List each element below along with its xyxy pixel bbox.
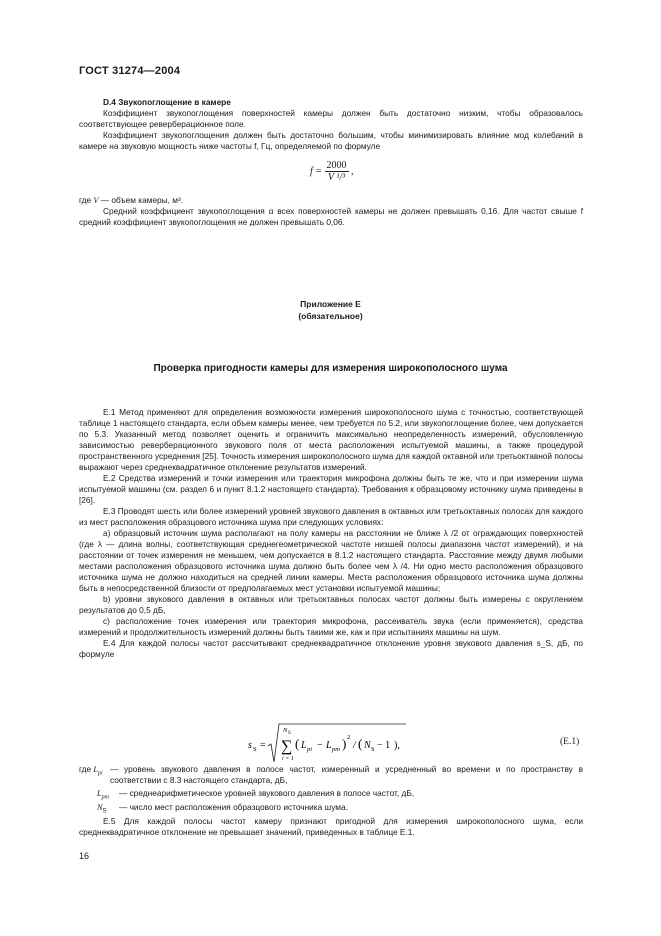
paragraph-e1: Е.1 Метод применяют для определения возможности измерения широкополосного шума с точностью, соответствующей таблице 1 настоящего стандарта, если объем камеры менее, чем требуется по 5.2, или звукопоглощение более, чем допускается по 5.3. Указанный метод позволяет оценить и ограничить максимально неопределенность измерений, обусловленную зависимостью реверберационного звукового поля от места расположения испытуемой машины, а также процедурой пространственного усреднения [25]. Точность измерения широкополосного шума для каждой октавной или третьоктавной полосы выражают через среднеквадратичное отклонение результатов измерений.	[79, 407, 583, 472]
formula-paren-open: (	[295, 736, 300, 751]
paragraph-e5-block	[79, 816, 583, 838]
formula-s: s	[248, 740, 252, 751]
def-lpm-sub: pm	[101, 794, 109, 801]
formula-numerator: 2000	[326, 160, 347, 171]
def-lpi-letter: L	[93, 765, 99, 774]
formula-tail: − 1	[377, 740, 391, 751]
heading-text: Звукопоглощение в камере	[118, 97, 231, 107]
formula-L2-sub: pm	[332, 746, 340, 753]
def-lpi-sub: pi	[98, 770, 103, 777]
formula-tail: ,	[351, 165, 354, 177]
where-prefix: где	[79, 195, 92, 205]
equation-number: (E.1)	[560, 737, 580, 747]
d4-where	[79, 195, 583, 206]
annex-label: Приложение Е	[300, 299, 361, 309]
section-d4-heading	[79, 97, 583, 108]
formula-fraction	[325, 160, 349, 183]
paragraph-e4: Е.4 Для каждой полосы частот рассчитывают среднеквадратичное отклонение уровня звукового давления s_S, дБ, по формуле	[79, 638, 583, 659]
formula-N: N	[364, 740, 371, 751]
def-lpm-text: — среднеарифметическое уровней звукового давления в полосе частот, дБ,	[119, 788, 415, 798]
annex-body	[79, 407, 583, 660]
formula-minus: −	[317, 740, 323, 751]
formula-denominator: V ¹/³	[327, 172, 346, 183]
paragraph-e3a: а) образцовый источник шума располагают на полу камеры на расстоянии не ближе λ /2 от ограждающих поверхностей (где λ — длина волны, соответствующая среднегеометрической частоте низшей полосы диапазона частот измерений), и на расстоянии от точек измерения не меньшем, чем допускается в 8.1.2 настоящего стандарта. Расстояние между двумя любыми местами расположения образцового источника шума должно быть более чем λ /4. Ни одно место расположения образцового источника шума не должно находиться на средней линии камеры. Места расположения образцового источника шума должны быть в непосредственной близости от предполагаемых мест установки испытуемой машины;	[79, 528, 583, 593]
formula-e1	[248, 722, 408, 768]
where-text: — объем камеры, м³.	[98, 195, 184, 205]
formula-frequency	[310, 160, 354, 183]
def-ns-text: — число мест расположения образцового источника шума.	[119, 802, 348, 812]
formula-paren2-open: (	[358, 736, 363, 751]
d4-paragraph-2: Коэффициент звукопоглощения должен быть достаточно большим, чтобы минимизировать влияние мод колебаний в камере на звуковую мощность ниже частоты f, Гц, определяемой по формуле	[79, 130, 583, 151]
formula-lhs: f =	[310, 165, 323, 177]
standard-header: ГОСТ 31274—2004	[79, 65, 181, 77]
definition-lpi	[79, 764, 583, 786]
paragraph-e5: Е.5 Для каждой полосы частот камеру признают пригодной для измерения широкополосного шума, если среднеквадратичное отклонение не превышает значений, приведенных в таблице Е.1.	[79, 816, 583, 837]
paragraph-e3c: с) расположение точек измерения или траектория микрофона, рассеиватель звука (если применяется), средства измерений и продолжительность измерений должны быть такими же, как и при испытаниях машины на шум.	[79, 616, 583, 637]
formula-slash: /	[353, 740, 356, 751]
page-number: 16	[79, 851, 90, 861]
section-d4-continued	[79, 195, 583, 228]
formula-N-sub: S	[371, 746, 375, 753]
def-lpm-letter: L	[97, 789, 102, 798]
formula-sum-sign: ∑	[281, 738, 293, 755]
def-ns-letter: N	[97, 803, 103, 812]
formula-power: 2	[347, 734, 351, 741]
paragraph-e2: Е.2 Средства измерений и точки измерения или траектория микрофона должны быть те же, что и при измерении шума испытуемой машины (см. раздел 6 и пункт 8.1.2 настоящего стандарта). Требования к образцовому источнику шума приведены в [26].	[79, 473, 583, 505]
heading-number: D.4	[103, 97, 116, 107]
def-where: где	[79, 764, 92, 774]
formula-s-sub: S	[253, 746, 257, 753]
where-variable: V	[93, 196, 99, 205]
def-ns-sub: S	[102, 808, 107, 815]
def-lpi-symbol	[79, 764, 110, 786]
formula-end: ),	[394, 740, 400, 751]
def-lpi-text: — уровень звукового давления в полосе частот, измеренный и усредненный во времени и по пространству в соответствии с 8.3 настоящего стандарта, дБ,	[110, 764, 583, 785]
formula-eq: =	[260, 740, 266, 751]
annex-title: Проверка пригодности камеры для измерения широкополосного шума	[153, 363, 508, 374]
paragraph-e3b: b) уровни звукового давления в октавных или третьоктавных полосах частот должны быть измерены с округлением результатов до 0,5 дБ,	[79, 594, 583, 615]
formula-sum-bottom: i = 1	[282, 756, 294, 762]
formula-sum-top: N	[283, 727, 288, 734]
section-d4	[79, 97, 583, 152]
annex-status: (обязательное)	[298, 311, 363, 321]
d4-paragraph-3: Средний коэффициент звукопоглощения α всех поверхностей камеры не должен превышать 0,16. Для частот свыше f средний коэффициент звукопоглощения не должен превышать 0,06.	[79, 206, 583, 227]
formula-L1-sub: pi	[307, 746, 313, 753]
formula-L1: L	[301, 740, 307, 751]
d4-paragraph-1: Коэффициент звукопоглощения поверхностей камеры должен быть достаточно низким, чтобы образовалось соответствующее реверберационное поле.	[79, 108, 583, 129]
formula-sum-top-sub: S	[288, 731, 291, 736]
paragraph-e3: Е.3 Проводят шесть или более измерений уровней звукового давления в октавных или третьоктавных полосах для каждого из мест расположения образцового источника шума при следующих условиях:	[79, 506, 583, 527]
formula-paren-close: )	[342, 736, 347, 751]
formula-L2: L	[326, 740, 332, 751]
